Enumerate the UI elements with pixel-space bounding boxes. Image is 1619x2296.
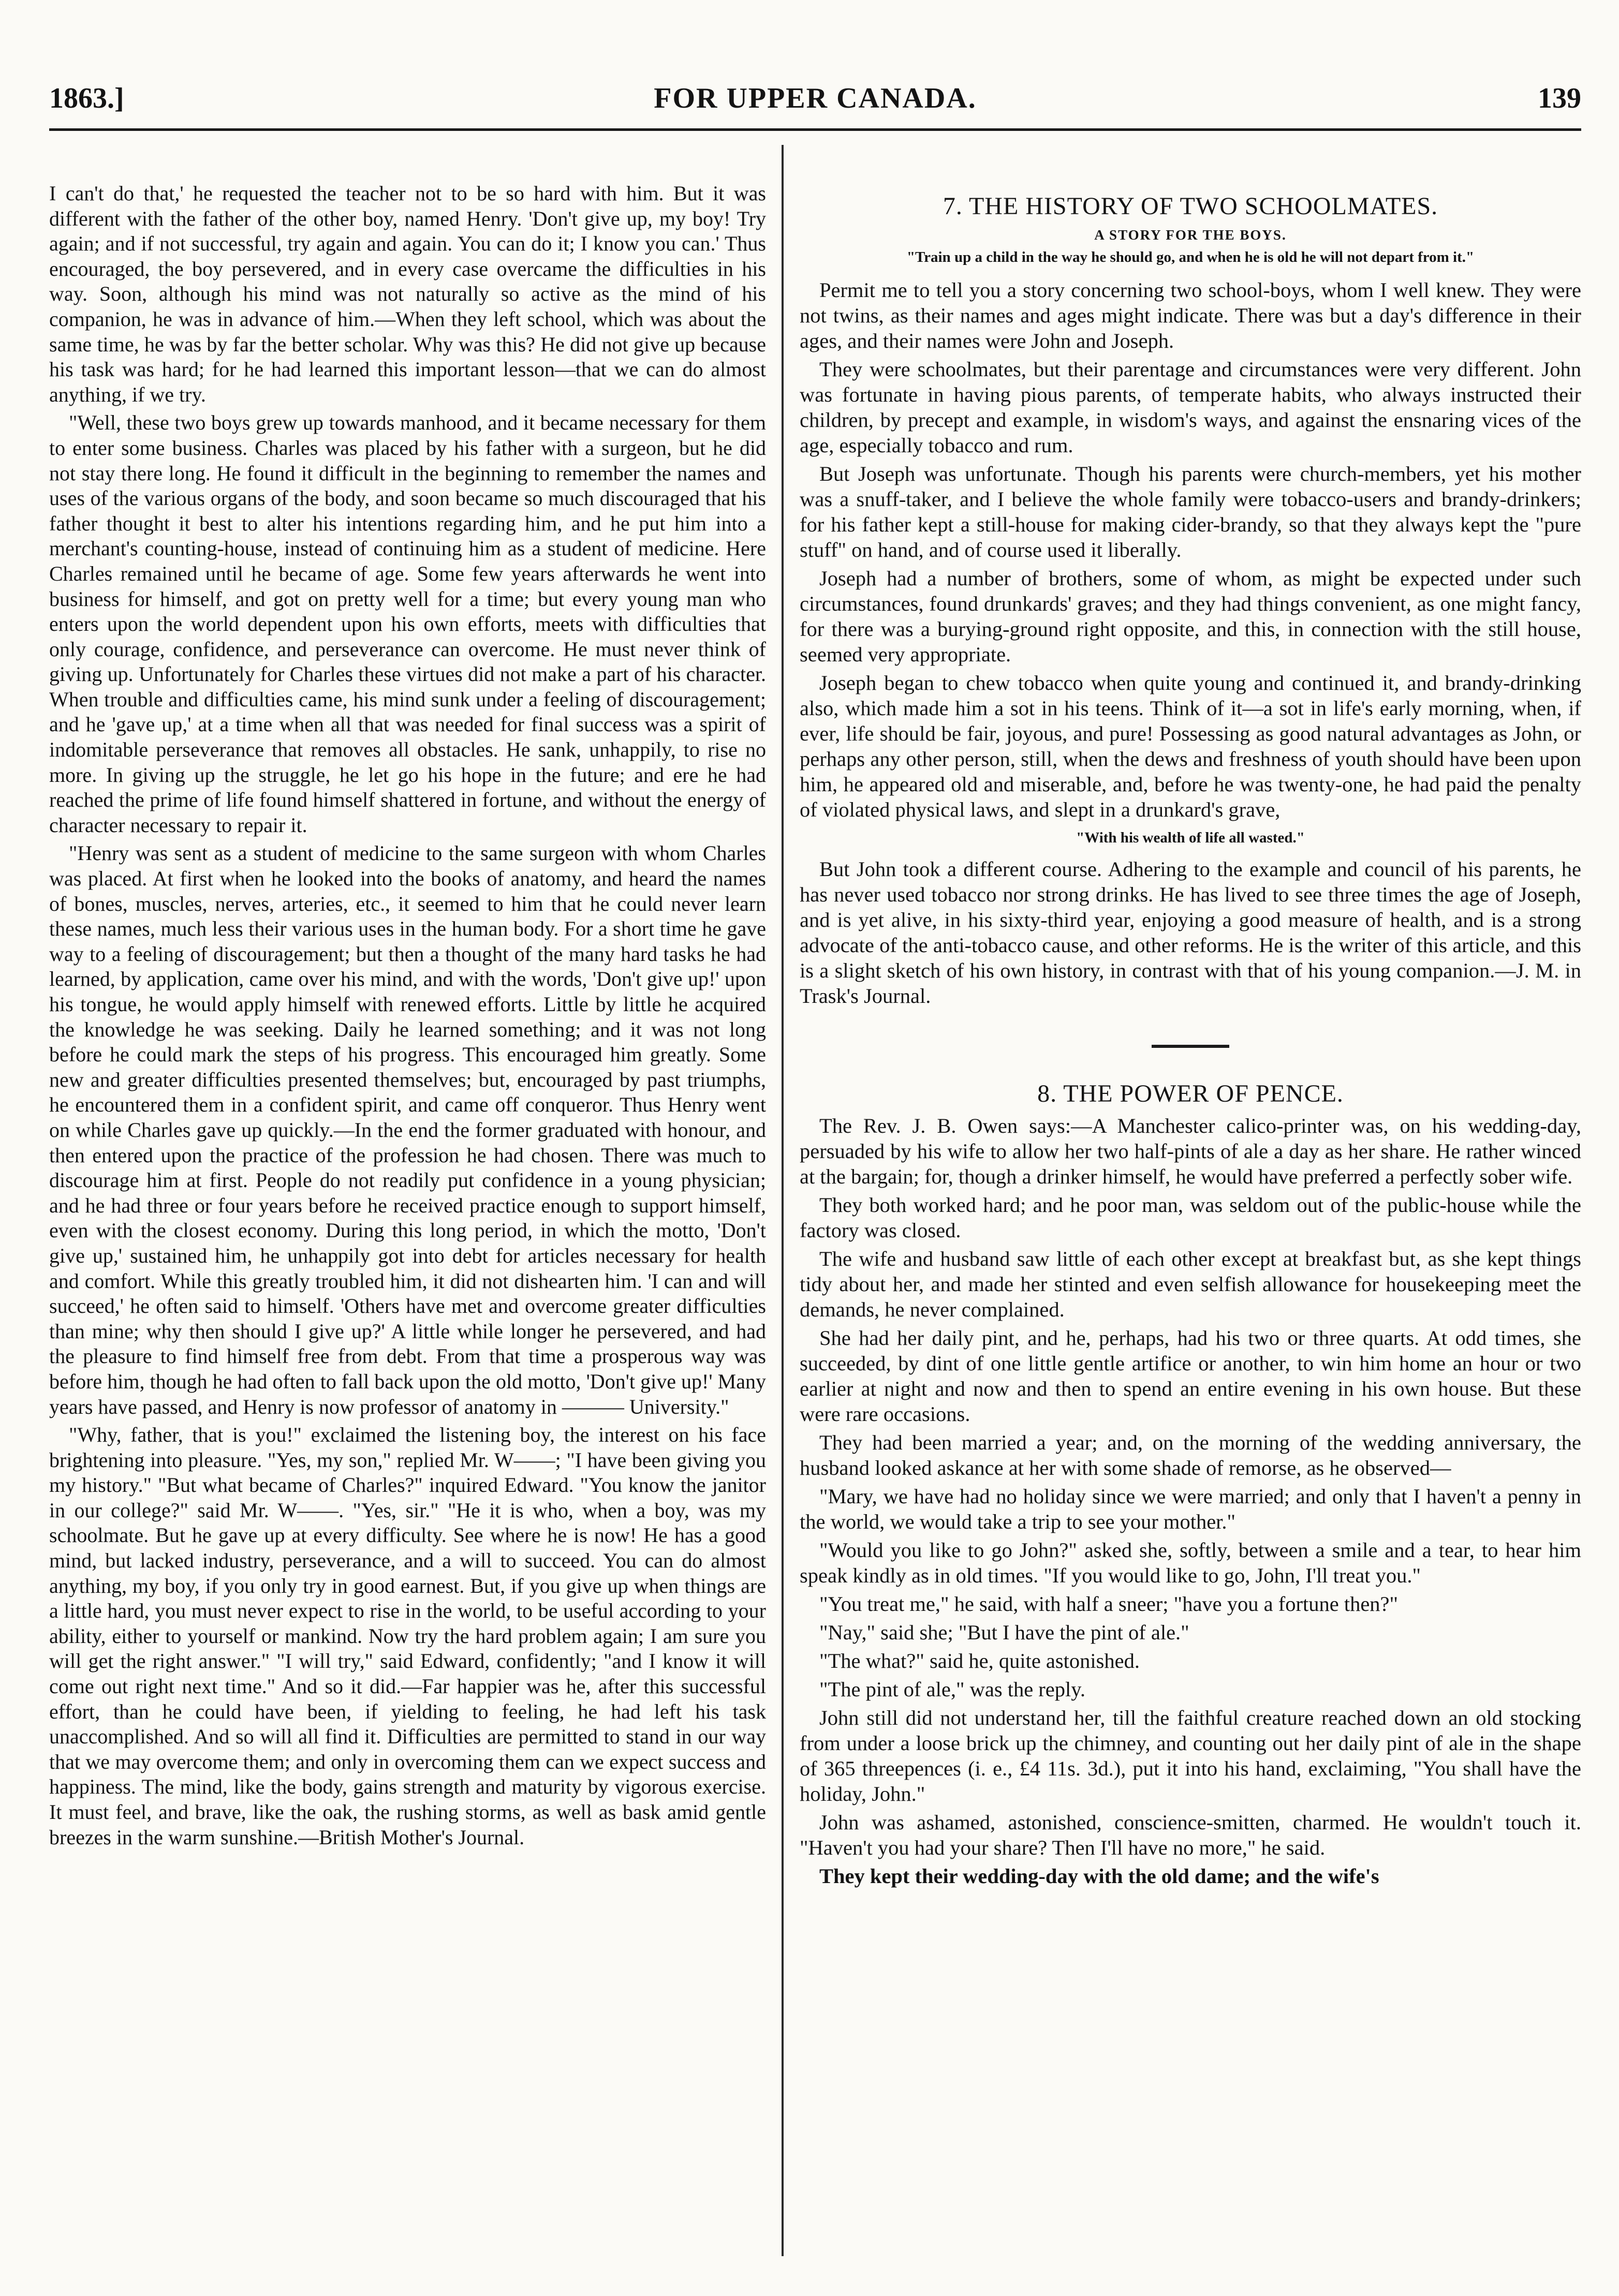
- header-rule: [49, 128, 1581, 131]
- section-separator: [1152, 1045, 1229, 1048]
- article-schoolmates: [800, 191, 1581, 1009]
- inline-quote: "With his wealth of life all wasted.": [1076, 829, 1305, 846]
- article-paragraph: John still did not understand her, till the faithful creature reached down an old stocking from under a loose brick up the chimney, and counting out her daily pint of ale in the shape of 365 threepences (i. e., £4 11s. 3d.), put it into his hand, exclaiming, "You shall have the holiday, John.": [800, 1706, 1581, 1805]
- article-paragraph: They were schoolmates, but their parentage and circumstances were very different. John was fortunate in having pious parents, of temperate habits, who always instructed their children, by precept and example, in wisdom's ways, and against the ensnaring vices of the age, especially tobacco and rum.: [800, 358, 1581, 457]
- article-paragraph: They kept their wedding-day with the old dame; and the wife's: [819, 1864, 1379, 1888]
- article-subtitle: A STORY FOR THE BOYS.: [1094, 227, 1287, 243]
- page-header: [49, 78, 1581, 124]
- article-paragraph: "You treat me," he said, with half a sneer; "have you a fortune then?": [819, 1592, 1399, 1616]
- article-paragraph: The wife and husband saw little of each other except at breakfast but, as she kept things tidy about her, and made her stinted and even selfish allowance for housekeeping meet the demands, he never complained.: [800, 1247, 1581, 1321]
- header-title: FOR UPPER CANADA.: [654, 82, 977, 114]
- article-paragraph: "Nay," said she; "But I have the pint of ale.": [819, 1621, 1189, 1644]
- left-paragraph: "Why, father, that is you!" exclaimed the listening boy, the interest on his face brightening into pleasure. "Yes, my son," replied Mr. W——; "I have been giving you my history." "But what became of Charles?" inquired Edward. "You know the janitor in our college?" said Mr. W——. "Yes, sir." "He it is who, when a boy, was my schoolmate. But he gave up at every difficulty. See where he is now! He has a good mind, but lacked industry, perseverance, and a will to succeed. You can do almost anything, my boy, if you only try in good earnest. But, if you give up when things are a little hard, you must never expect to rise in the world, to be useful according to your ability, either to yourself or mankind. Now try the hard problem again; I am sure you will get the right answer." "I will try," said Edward, confidently; "and I know it will come out right next time." And so it did.—Far happier was he, after this successful effort, than he could have been, if yielding to feeling, he had left his task unaccomplished. And so will all find it. Difficulties are permitted to stand in our way that we may overcome them; and only in overcoming them can we expect success and happiness. The mind, like the body, gains strength and maturity by vigorous exercise. It must feel, and brave, like the oak, the rushing storms, as well as bask amid gentle breezes in the warm sunshine.—British Mother's Journal.: [49, 1423, 766, 1849]
- article-paragraph: "The what?" said he, quite astonished.: [819, 1649, 1140, 1672]
- left-column: [49, 181, 766, 2256]
- article-title: 8. THE POWER OF PENCE.: [1037, 1080, 1344, 1107]
- article-paragraph: Joseph had a number of brothers, some of whom, as might be expected under such circumstances, found drunkards' graves; and they had things convenient, as one might fancy, for there was a burying-ground right opposite, and this, in connection with the still house, seemed very appropriate.: [800, 567, 1581, 666]
- article-paragraph: "Would you like to go John?" asked she, softly, between a smile and a tear, to hear him speak kindly as in old times. "If you would like to go, John, I'll treat you.": [800, 1538, 1581, 1587]
- article-paragraph: They had been married a year; and, on the morning of the wedding anniversary, the husband looked askance at her with some shade of remorse, as he observed—: [800, 1431, 1581, 1479]
- article-paragraph: They both worked hard; and he poor man, was seldom out of the public-house while the factory was closed.: [800, 1193, 1581, 1242]
- article-paragraph: "Mary, we have had no holiday since we were married; and only that I haven't a penny in the world, we would take a trip to see your mother.": [800, 1485, 1581, 1533]
- article-paragraph: She had her daily pint, and he, perhaps, had his two or three quarts. At odd times, she succeeded, by dint of one little gentle artifice or another, to win him home an hour or two earlier at night and now and then to spend an entire evening in his own house. But these were rare occasions.: [800, 1326, 1581, 1426]
- left-paragraph: "Henry was sent as a student of medicine to the same surgeon with whom Charles was placed. At first when he looked into the books of anatomy, and heard the names of bones, muscles, nerves, arteries, etc., it seemed to him that he could never learn these names, much less their various uses in the human body. For a short time he gave way to a feeling of discouragement; but then a thought of the many hard tasks he had learned, by application, came over his mind, and with the words, 'Don't give up!' upon his tongue, he would apply himself with renewed efforts. Little by little he acquired the knowledge he was seeking. Daily he learned something; and it was not long before he could mark the steps of his progress. This encouraged him greatly. Some new and greater difficulties presented themselves; but, encouraged by past triumphs, he encountered them in a confident spirit, and came off conqueror. Thus Henry went on while Charles gave up quickly.—In the end the former graduated with honour, and then entered upon the practice of the profession he had chosen. There was much to discourage him at first. People do not readily put confidence in a young physician; and he had three or four years before he received practice enough to support himself, even with the closest economy. During this long period, in which the motto, 'Don't give up,' sustained him, he unhappily got into debt for articles necessary for health and comfort. While this greatly troubled him, it did not dishearten him. 'I can and will succeed,' he often said to himself. 'Others have met and overcome greater difficulties than mine; why then should I give up?' A little while longer he persevered, and had the pleasure to find himself free from debt. From that time a prosperous way was before him, though he had often to fall back upon the old motto, 'Don't give up!' Many years have passed, and Henry is now professor of anatomy in ——— University.": [49, 841, 766, 1418]
- article-paragraph: The Rev. J. B. Owen says:—A Manchester calico-printer was, on his wedding-day, persuaded by his wife to allow her two half-pints of ale a day as her share. He rather winced at the bargain; for, though a drinker himself, he would have preferred a perfectly sober wife.: [800, 1114, 1581, 1188]
- article-paragraph: But Joseph was unfortunate. Though his parents were church-members, yet his mother was a snuff-taker, and I believe the whole family were tobacco-users and brandy-drinkers; for his father kept a still-house for making cider-brandy, so that they always kept the "pure stuff" on hand, and of course used it liberally.: [800, 462, 1581, 561]
- article-paragraph: "The pint of ale," was the reply.: [819, 1678, 1086, 1701]
- article-motto: "Train up a child in the way he should go, and when he is old he will not depart from it.": [906, 249, 1475, 265]
- header-year: 1863.]: [49, 82, 124, 114]
- newspaper-page: [49, 78, 1581, 2256]
- article-paragraph: John was ashamed, astonished, conscience-smitten, charmed. He wouldn't touch it. "Haven't you had your share? Then I'll have no more," he said.: [800, 1811, 1581, 1859]
- article-power-of-pence: [800, 1079, 1581, 1889]
- article-paragraph: Permit me to tell you a story concerning two school-boys, whom I well knew. They were not twins, as their names and ages might indicate. There was but a day's difference in their ages, and their names were John and Joseph.: [800, 278, 1581, 352]
- article-paragraph: But John took a different course. Adhering to the example and council of his parents, he has never used tobacco nor strong drinks. He has lived to see three times the age of Joseph, and is yet alive, in his sixty-third year, enjoying a good measure of health, and is a strong advocate of the anti-tobacco cause, and other reforms. He is the writer of this article, and this is a slight sketch of his own history, in contrast with that of his young companion.—J. M. in Trask's Journal.: [800, 857, 1581, 1008]
- right-column: [800, 181, 1581, 2256]
- article-paragraph: Joseph began to chew tobacco when quite young and continued it, and brandy-drinking also, which made him a sot in his teens. Think of it—a sot in life's early morning, when, if ever, life should be fair, joyous, and pure! Possessing as good natural advantages as John, or perhaps any other person, still, when the dews and freshness of youth should have been upon him, he appeared old and miserable, and, before he was twenty-one, he had paid the penalty of violated physical laws, and slept in a drunkard's grave,: [800, 671, 1581, 821]
- column-divider: [782, 145, 784, 2256]
- page-number: 139: [1538, 82, 1581, 114]
- left-paragraph: "Well, these two boys grew up towards manhood, and it became necessary for them to enter some business. Charles was placed by his father with a surgeon, but he did not stay there long. He found it difficult in the beginning to remember the names and uses of the various organs of the body, and soon became so much discouraged that his father thought it best to alter his intentions regarding him, and he put him into a merchant's counting-house, instead of continuing him as a student of medicine. Here Charles remained until he became of age. Some few years afterwards he went into business for himself, and got on pretty well for a time; but every young man who enters upon the world dependent upon his own efforts, meets with difficulties that only courage, confidence, and perseverance can overcome. He must never think of giving up. Unfortunately for Charles these virtues did not make a part of his character. When trouble and difficulties came, his mind sunk under a feeling of discouragement; and he 'gave up,' at a time when all that was needed for final success was a spirit of indomitable perseverance that removes all obstacles. He sank, unhappily, to rise no more. In giving up the struggle, he let go his hope in the future; and ere he had reached the prime of life found himself shattered in fortune, and without the energy of character necessary to repair it.: [49, 411, 766, 837]
- article-title: 7. THE HISTORY OF TWO SCHOOLMATES.: [943, 192, 1438, 220]
- left-paragraph: I can't do that,' he requested the teacher not to be so hard with him. But it was different with the father of the other boy, named Henry. 'Don't give up, my boy! Try again; and if not successful, try again and again. You can do it; I know you can.' Thus encouraged, the boy persevered, and in every case overcame the difficulties in his way. Soon, although his mind was not naturally so active as the mind of his companion, he was in advance of him.—When they left school, which was about the same time, he was by far the better scholar. Why was this? He did not give up because his task was hard; for he had learned this important lesson—that we can do almost anything, if we try.: [49, 182, 766, 406]
